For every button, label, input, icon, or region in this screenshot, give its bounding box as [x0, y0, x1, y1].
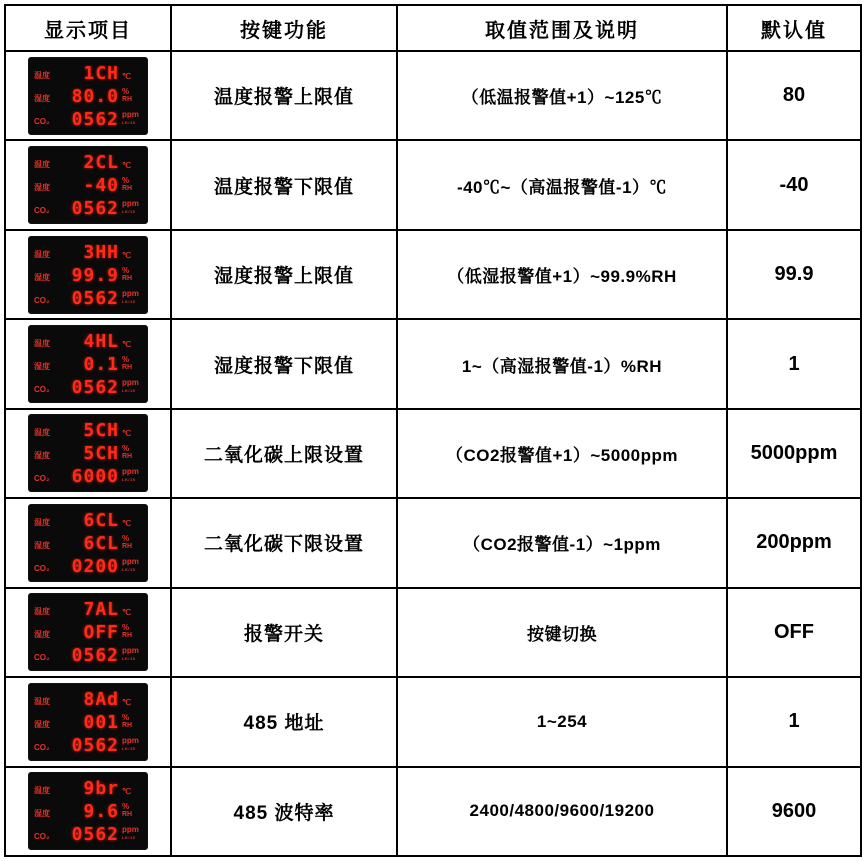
led-row-2	[34, 621, 142, 642]
led-unit-secondary: RH	[122, 274, 133, 282]
led-row-unit	[119, 714, 142, 732]
led-display-panel	[28, 593, 148, 671]
function-cell: 温度报警上限值	[171, 51, 397, 140]
led-row-label: 湿度	[34, 540, 50, 550]
led-row-label: CO₂	[34, 116, 50, 126]
led-row-value: 0562	[71, 826, 119, 845]
function-cell: 485 波特率	[171, 767, 397, 857]
led-row-label: 湿度	[34, 362, 50, 372]
led-row-value: OFF	[83, 624, 119, 643]
led-row-label: 湿度	[34, 719, 50, 729]
led-row-value: 5CH	[83, 445, 119, 464]
display-cell	[5, 677, 171, 766]
led-row-value: 0200	[71, 557, 119, 576]
led-unit-primary: ppm	[122, 467, 139, 477]
led-unit-secondary: LK/15	[122, 298, 136, 304]
led-row-label: 温度	[34, 160, 50, 170]
led-row-3	[34, 108, 142, 129]
range-cell: 1~（高湿报警值-1）%RH	[397, 319, 727, 408]
led-row-value: 9.6	[83, 803, 119, 822]
led-row-label: 湿度	[34, 183, 50, 193]
led-unit-secondary: LK/15	[122, 209, 136, 215]
led-unit-primary: %	[122, 802, 130, 812]
default-value-cell: 5000ppm	[727, 409, 861, 498]
led-unit-secondary: LK/15	[122, 388, 136, 394]
column-header-function: 按键功能	[171, 5, 397, 51]
function-cell: 报警开关	[171, 588, 397, 677]
led-row-2	[34, 532, 142, 553]
led-row-2	[34, 711, 142, 732]
column-header-display: 显示项目	[5, 5, 171, 51]
led-row-value: 4HL	[83, 333, 119, 352]
display-cell	[5, 409, 171, 498]
led-unit-primary: ppm	[122, 735, 139, 745]
led-row-unit	[119, 267, 142, 285]
led-row-value: 1CH	[83, 64, 119, 83]
led-unit-primary: ℃	[122, 250, 131, 260]
led-row-value: 2CL	[83, 154, 119, 173]
led-row-label: CO₂	[34, 206, 50, 216]
led-row-3	[34, 734, 142, 755]
led-row-unit	[119, 826, 142, 844]
led-row-label: 湿度	[34, 809, 50, 819]
led-row-1	[34, 330, 142, 351]
led-row-value: 99.9	[71, 266, 119, 285]
column-header-range: 取值范围及说明	[397, 5, 727, 51]
table-row	[5, 51, 861, 140]
led-unit-secondary: RH	[122, 95, 133, 103]
default-value-cell: -40	[727, 140, 861, 229]
led-unit-primary: ℃	[122, 161, 131, 171]
led-unit-primary: ppm	[122, 199, 139, 209]
parameter-spec-table	[4, 4, 862, 857]
led-unit-secondary: RH	[122, 721, 133, 729]
table-row	[5, 498, 861, 587]
table-row	[5, 588, 861, 677]
led-row-1	[34, 419, 142, 440]
range-cell: （CO2报警值+1）~5000ppm	[397, 409, 727, 498]
led-row-label: 温度	[34, 70, 50, 80]
led-row-2	[34, 442, 142, 463]
led-unit-primary: ppm	[122, 556, 139, 566]
led-row-unit	[119, 111, 142, 129]
led-unit-primary: ℃	[122, 340, 131, 350]
led-unit-secondary: LK/15	[122, 835, 136, 841]
led-row-label: 温度	[34, 607, 50, 617]
led-row-2	[34, 800, 142, 821]
led-row-label: 温度	[34, 339, 50, 349]
led-row-value: 6000	[71, 468, 119, 487]
table-row	[5, 677, 861, 766]
led-row-value: 0562	[71, 289, 119, 308]
led-row-value: 6CL	[83, 534, 119, 553]
led-row-label: CO₂	[34, 295, 50, 305]
default-value-cell: 200ppm	[727, 498, 861, 587]
led-row-unit	[119, 88, 142, 106]
led-unit-secondary: RH	[122, 453, 133, 461]
led-row-3	[34, 287, 142, 308]
display-cell	[5, 498, 171, 587]
led-row-1	[34, 777, 142, 798]
led-unit-primary: ppm	[122, 646, 139, 656]
led-row-label: CO₂	[34, 742, 50, 752]
function-cell: 二氧化碳下限设置	[171, 498, 397, 587]
led-row-unit	[119, 162, 142, 172]
led-unit-primary: ℃	[122, 71, 131, 81]
led-unit-primary: ℃	[122, 608, 131, 618]
display-cell	[5, 140, 171, 229]
led-display-panel	[28, 414, 148, 492]
led-unit-secondary: RH	[122, 632, 133, 640]
led-row-value: 0.1	[83, 356, 119, 375]
led-row-2	[34, 264, 142, 285]
led-unit-primary: %	[122, 533, 130, 543]
led-unit-secondary: RH	[122, 542, 133, 550]
led-row-value: 80.0	[71, 87, 119, 106]
led-row-1	[34, 241, 142, 262]
led-row-unit	[119, 356, 142, 374]
led-unit-primary: ppm	[122, 825, 139, 835]
led-row-3	[34, 823, 142, 844]
led-unit-primary: ℃	[122, 787, 131, 797]
range-cell: 2400/4800/9600/19200	[397, 767, 727, 857]
table-row	[5, 409, 861, 498]
led-row-1	[34, 688, 142, 709]
led-row-unit	[119, 379, 142, 397]
led-unit-primary: %	[122, 265, 130, 275]
led-unit-primary: %	[122, 712, 130, 722]
led-row-label: 湿度	[34, 272, 50, 282]
led-row-value: 0562	[71, 647, 119, 666]
default-value-cell: 80	[727, 51, 861, 140]
function-cell: 湿度报警上限值	[171, 230, 397, 319]
default-value-cell: 9600	[727, 767, 861, 857]
led-row-2	[34, 174, 142, 195]
led-display-panel	[28, 683, 148, 761]
led-unit-primary: ppm	[122, 378, 139, 388]
led-display-panel	[28, 325, 148, 403]
led-unit-primary: %	[122, 355, 130, 365]
range-cell: -40℃~（高温报警值-1）℃	[397, 140, 727, 229]
led-row-value: 9br	[83, 780, 119, 799]
led-row-value: 0562	[71, 200, 119, 219]
led-unit-primary: ppm	[122, 288, 139, 298]
led-row-value: 0562	[71, 110, 119, 129]
led-display-panel	[28, 236, 148, 314]
led-row-label: CO₂	[34, 474, 50, 484]
range-cell: （低温报警值+1）~125℃	[397, 51, 727, 140]
led-row-1	[34, 509, 142, 530]
led-row-unit	[119, 609, 142, 619]
led-row-unit	[119, 252, 142, 262]
led-row-label: 温度	[34, 517, 50, 527]
led-unit-primary: %	[122, 86, 130, 96]
led-row-value: 6CL	[83, 511, 119, 530]
led-row-3	[34, 197, 142, 218]
led-row-3	[34, 644, 142, 665]
led-row-3	[34, 465, 142, 486]
led-unit-secondary: RH	[122, 364, 133, 372]
table-header	[5, 5, 861, 51]
led-row-unit	[119, 290, 142, 308]
default-value-cell: 1	[727, 319, 861, 408]
led-display-panel	[28, 57, 148, 135]
table-row	[5, 319, 861, 408]
column-header-default: 默认值	[727, 5, 861, 51]
led-display-panel	[28, 772, 148, 850]
led-unit-primary: ℃	[122, 697, 131, 707]
led-unit-primary: %	[122, 176, 130, 186]
led-row-unit	[119, 177, 142, 195]
led-row-value: 0562	[71, 379, 119, 398]
led-unit-primary: %	[122, 444, 130, 454]
led-unit-secondary: LK/15	[122, 119, 136, 125]
led-row-unit	[119, 468, 142, 486]
led-row-label: CO₂	[34, 563, 50, 573]
led-row-value: 3HH	[83, 243, 119, 262]
led-row-1	[34, 62, 142, 83]
led-unit-primary: ppm	[122, 109, 139, 119]
led-row-1	[34, 151, 142, 172]
table-body	[5, 51, 861, 856]
led-display-panel	[28, 504, 148, 582]
default-value-cell: OFF	[727, 588, 861, 677]
led-row-label: 温度	[34, 696, 50, 706]
table-header-row	[5, 5, 861, 51]
function-cell: 485 地址	[171, 677, 397, 766]
led-unit-secondary: LK/15	[122, 477, 136, 483]
led-row-unit	[119, 558, 142, 576]
led-row-label: CO₂	[34, 653, 50, 663]
led-row-3	[34, 376, 142, 397]
led-row-unit	[119, 445, 142, 463]
led-row-2	[34, 353, 142, 374]
display-cell	[5, 230, 171, 319]
range-cell: 按键切换	[397, 588, 727, 677]
led-unit-primary: ℃	[122, 429, 131, 439]
range-cell: （低湿报警值+1）~99.9%RH	[397, 230, 727, 319]
range-cell: （CO2报警值-1）~1ppm	[397, 498, 727, 587]
default-value-cell: 1	[727, 677, 861, 766]
led-row-unit	[119, 699, 142, 709]
led-row-unit	[119, 647, 142, 665]
led-row-value: 8Ad	[83, 690, 119, 709]
led-row-1	[34, 598, 142, 619]
led-display-panel	[28, 146, 148, 224]
led-unit-secondary: LK/15	[122, 566, 136, 572]
led-row-value: 001	[83, 713, 119, 732]
led-row-value: 0562	[71, 736, 119, 755]
function-cell: 温度报警下限值	[171, 140, 397, 229]
led-row-value: -40	[83, 177, 119, 196]
led-row-label: 湿度	[34, 93, 50, 103]
range-cell: 1~254	[397, 677, 727, 766]
led-row-unit	[119, 788, 142, 798]
led-row-unit	[119, 200, 142, 218]
led-row-label: 温度	[34, 428, 50, 438]
led-row-unit	[119, 803, 142, 821]
led-row-unit	[119, 430, 142, 440]
led-unit-secondary: RH	[122, 185, 133, 193]
led-row-unit	[119, 624, 142, 642]
led-unit-secondary: LK/15	[122, 656, 136, 662]
led-unit-secondary: LK/15	[122, 745, 136, 751]
led-row-unit	[119, 73, 142, 83]
led-unit-secondary: RH	[122, 811, 133, 819]
led-row-2	[34, 85, 142, 106]
led-row-unit	[119, 520, 142, 530]
led-row-value: 5CH	[83, 422, 119, 441]
led-row-label: CO₂	[34, 385, 50, 395]
function-cell: 湿度报警下限值	[171, 319, 397, 408]
table-row	[5, 767, 861, 857]
function-cell: 二氧化碳上限设置	[171, 409, 397, 498]
led-row-label: 温度	[34, 786, 50, 796]
led-row-unit	[119, 737, 142, 755]
default-value-cell: 99.9	[727, 230, 861, 319]
led-unit-primary: %	[122, 623, 130, 633]
led-row-unit	[119, 535, 142, 553]
led-row-value: 7AL	[83, 601, 119, 620]
table-row	[5, 140, 861, 229]
display-cell	[5, 588, 171, 677]
led-row-label: 湿度	[34, 451, 50, 461]
led-row-label: CO₂	[34, 832, 50, 842]
led-row-unit	[119, 341, 142, 351]
display-cell	[5, 319, 171, 408]
led-row-3	[34, 555, 142, 576]
led-unit-primary: ℃	[122, 518, 131, 528]
led-row-label: 温度	[34, 249, 50, 259]
table-row	[5, 230, 861, 319]
led-row-label: 湿度	[34, 630, 50, 640]
display-cell	[5, 51, 171, 140]
display-cell	[5, 767, 171, 857]
